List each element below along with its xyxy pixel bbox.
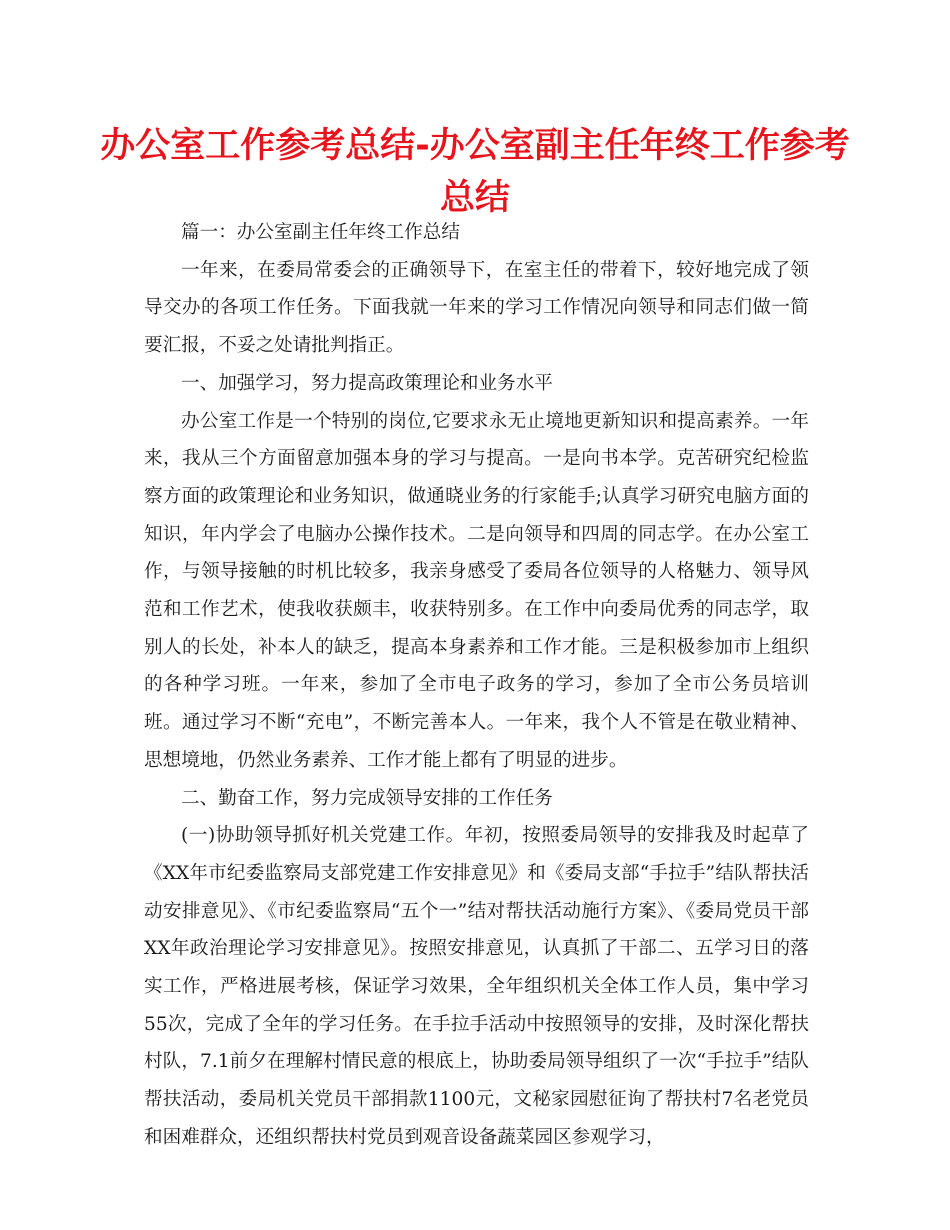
document-title: 办公室工作参考总结-办公室副主任年终工作参考总结 <box>100 126 850 218</box>
paragraph: 一年来，在委局常委会的正确领导下，在室主任的带着下，较好地完成了领导交办的各项工作任务。下面我就一年来的学习工作情况向领导和同志们做一简要汇报，不妥之处请批判指正。 <box>144 259 809 357</box>
paragraph: 办公室工作是一个特别的岗位,它要求永无止境地更新知识和提高素养。一年来，我从三个方面留意加强本身的学习与提高。一是向书本学。克苦研究纪检监察方面的政策理论和业务知识，做通晓业务的行家能手;认真学习研究电脑方面的知识，年内学会了电脑办公操作技术。二是向领导和四周的同志学。在办公室工作，与领导接触的时机比较多，我亲身感受了委局各位领导的人格魅力、领导风范和工作艺术，使我收获颇丰，收获特别多。在工作中向委局优秀的同志学，取别人的长处，补本人的缺乏，提高本身素养和工作才能。三是积极参加市上组织的各种学习班。一年来，参加了全市电子政务的学习，参加了全市公务员培训班。通过学习不断“充电”，不断完善本人。一年来，我个人不管是在敬业精神、思想境地，仍然业务素养、工作才能上都有了明显的进步。 <box>144 410 809 771</box>
section-heading: 二、勤奋工作，努力完成领导安排的工作任务 <box>181 787 553 809</box>
paragraph: 篇一：办公室副主任年终工作总结 <box>181 222 460 243</box>
document-body <box>144 214 809 1157</box>
paragraph: (一)协助领导抓好机关党建工作。年初，按照委局领导的安排我及时起草了《XX年市纪委监察局支部党建工作安排意见》和《委局支部“手拉手”结队帮扶活动安排意见》、《市纪委监察局“五个一”结对帮扶活动施行方案》、《委局党员干部XX年政治理论学习安排意见》。按照安排意见，认真抓了干部二、五学习日的落实工作，严格进展考核，保证学习效果，全年组织机关全体工作人员，集中学习55次，完成了全年的学习任务。在手拉手活动中按照领导的安排，及时深化帮扶村队，7.1前夕在理解村情民意的根底上，协助委局领导组织了一次“手拉手”结队帮扶活动，委局机关党员干部捐款1100元，文秘家园慰征询了帮扶村7名老党员和困难群众，还组织帮扶村党员到观音设备蔬菜园区参观学习， <box>144 825 809 1148</box>
section-heading: 一、加强学习，努力提高政策理论和业务水平 <box>181 372 553 394</box>
